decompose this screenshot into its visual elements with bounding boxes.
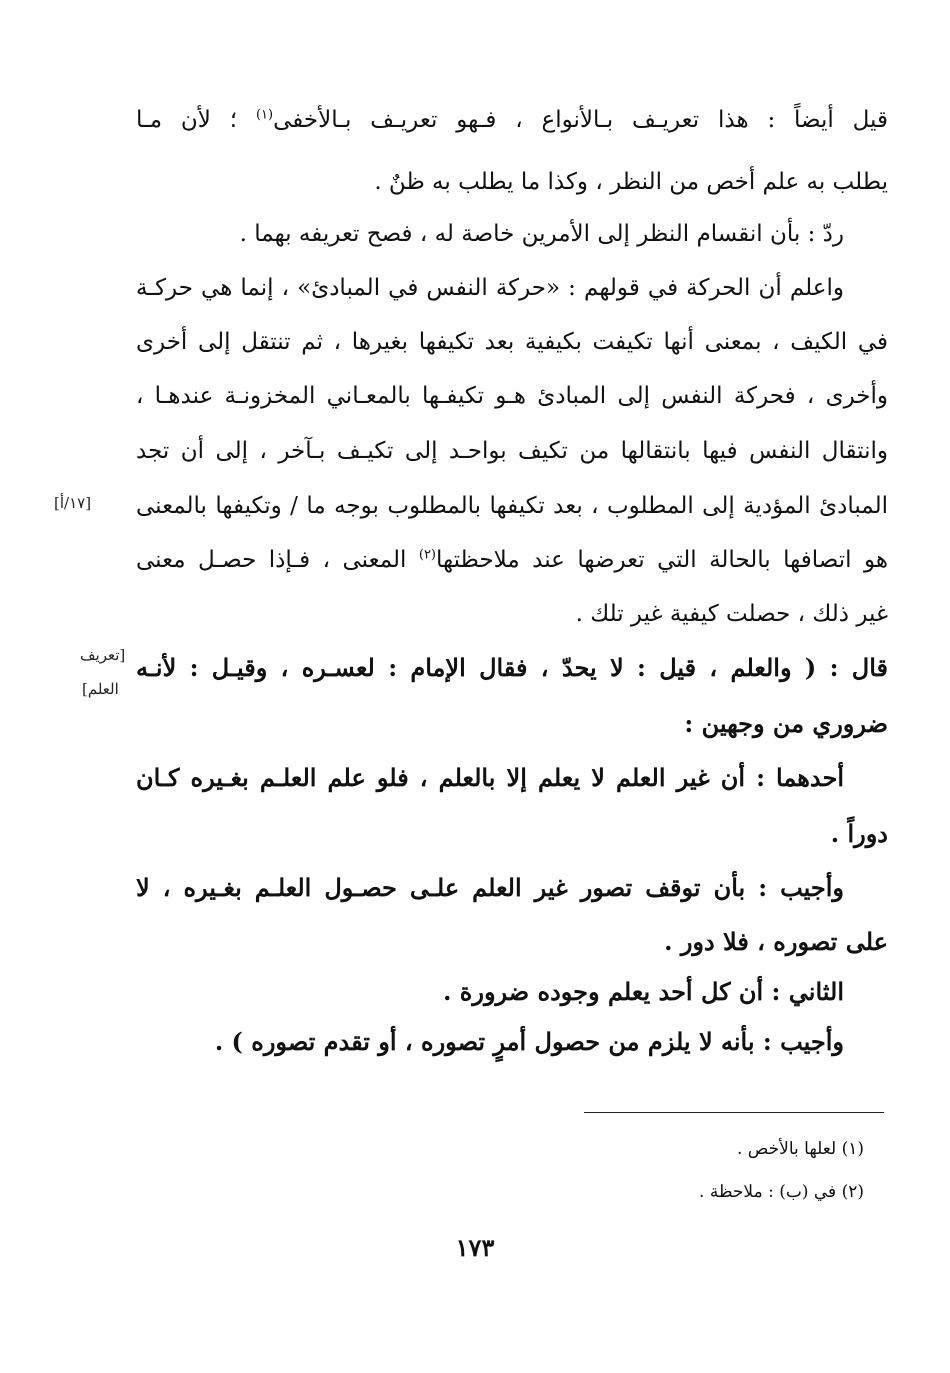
footnote-ref-2: (٢) — [418, 547, 436, 563]
folio-marker: [١٧/أ] — [54, 494, 92, 512]
page-number: ١٧٣ — [455, 1233, 495, 1262]
text-line-6: وأخرى ، فحركة النفس إلى المبادئ هـو تكيفـها بالمعـاني المخزونـة عندهـا ، — [136, 383, 888, 409]
text-line-1: قيل أيضاً : هذا تعريـف بـالأنواع ، فـهو تعريـف بـالأخفى$^{(١)}$ ؛ لأن مـا — [136, 107, 888, 133]
text-line-12: ضروري من وجهين : — [684, 709, 888, 738]
footnote-ref-1: (١) — [255, 107, 274, 123]
margin-heading-line-2: العلم] — [82, 680, 119, 698]
text-line-4: واعلم أن الحركة في قولهم : «حركة النفس في المبادئ» ، إنما هي حركـة — [136, 275, 844, 301]
text-line-16: على تصوره ، فلا دور . — [664, 927, 888, 956]
text-line-17: الثاني : أن كل أحد يعلم وجوده ضرورة . — [443, 977, 844, 1006]
text-line-2: يطلب به علم أخص من النظر ، وكذا ما يطلب به ظنٌ . — [374, 169, 888, 195]
footnote-2: (٢) في (ب) : ملاحظة . — [699, 1182, 864, 1202]
text-line-9: هو اتصافها بالحالة التي تعرضها عند ملاحظتها$^{(٢)}$ المعنى ، فـإذا حصـل معنى — [136, 547, 888, 573]
text-line-14: دوراً . — [830, 819, 888, 848]
text-line-7: وانتقال النفس فيها بانتقالها من تكيف بواحـد إلى تكيـف بـآخر ، إلى أن تجد — [136, 438, 888, 464]
text-line-18: وأجيب : بأنه لا يلزم من حصول أمرٍ تصوره ، أو تقدم تصوره ) . — [214, 1027, 844, 1056]
text-line-15: وأجيب : بأن توقف تصور غير العلم علـى حصـول العلـم بغـيره ، لا — [136, 873, 844, 902]
text-line-3: ردّ : بأن انقسام النظر إلى الأمرين خاصة له ، فصح تعريفه بهما . — [239, 221, 844, 247]
margin-heading-line-1: [تعريف — [80, 646, 126, 664]
footnote-1: (١) لعلها بالأخص . — [737, 1139, 864, 1159]
text-line-11: قال : ( والعلم ، قيل : لا يحدّ ، فقال الإمام : لعسـره ، وقيـل : لأنـه — [136, 653, 888, 682]
text-line-8: المبادئ المؤدية إلى المطلوب ، بعد تكيفها بالمطلوب بوجه ما / وتكيفها بالمعنى — [136, 493, 888, 519]
text-line-13: أحدهما : أن غير العلم لا يعلم إلا بالعلم ، فلو علم العلـم بغـيره كـان — [136, 763, 844, 792]
text-line-5: في الكيف ، بمعنى أنها تكيفت بكيفية بعد تكيفها بغيرها ، ثم تنتقل إلى أخرى — [136, 329, 888, 355]
text-line-10: غير ذلك ، حصلت كيفية غير تلك . — [575, 601, 888, 627]
footnote-separator — [584, 1112, 884, 1113]
